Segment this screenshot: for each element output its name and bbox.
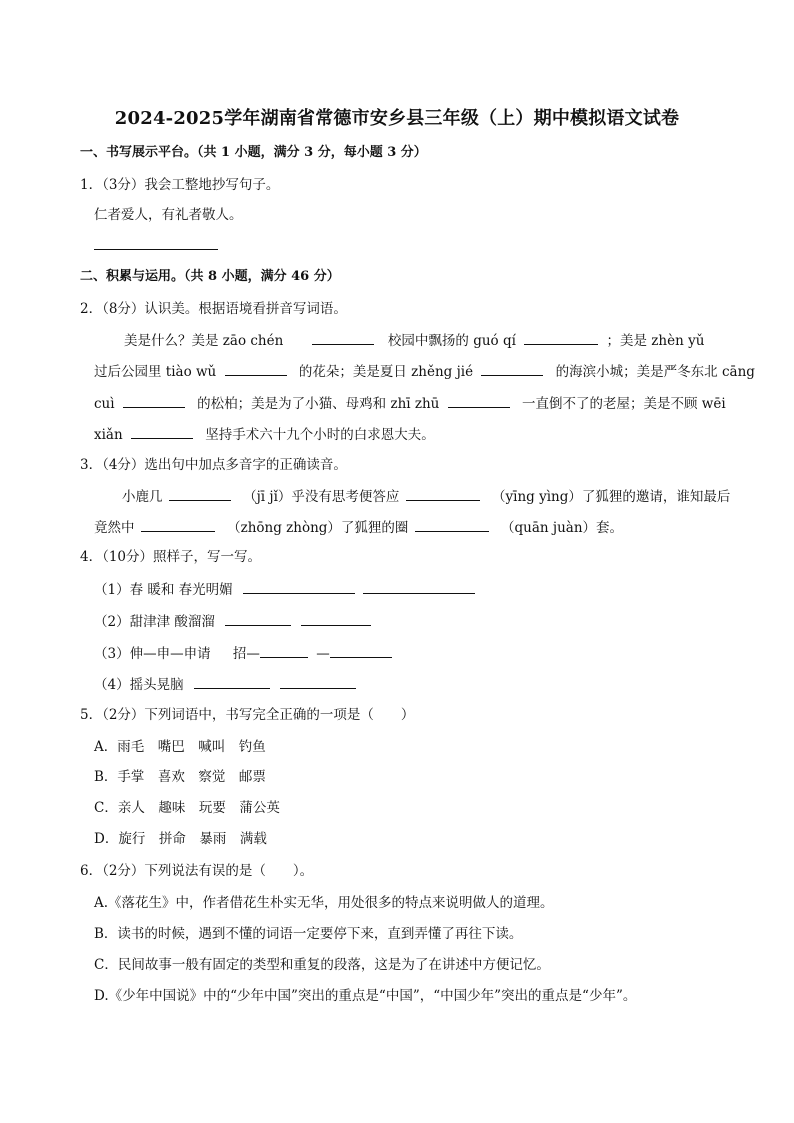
q3-text: （yīng yìng）了狐狸的邀请，谁知最后 xyxy=(492,489,731,505)
q6-option-a[interactable]: A.《落花生》中，作者借花生朴实无华，用处很多的特点来说明做人的道理。 xyxy=(94,895,554,911)
answer-blank[interactable] xyxy=(123,394,185,408)
q2-line-1 xyxy=(124,331,704,350)
q2-text: xiǎn xyxy=(94,427,123,443)
q3-text: 竟然中 xyxy=(94,520,135,536)
q2-text: cuì xyxy=(94,396,115,412)
q4-text: （4）摇头晃脑 xyxy=(94,677,184,693)
answer-blank[interactable] xyxy=(260,644,308,658)
q5-stem: 5．（2分）下列词语中，书写完全正确的一项是（ ） xyxy=(80,707,415,723)
q2-text: ；美是 zhèn yǔ xyxy=(606,333,705,349)
q2-text: 美是什么？美是 zāo chén xyxy=(124,333,284,349)
q2-text: 一直倒不了的老屋；美是不顾 wēi xyxy=(521,396,726,412)
q5-option-b[interactable]: B．手掌 喜欢 察觉 邮票 xyxy=(94,769,266,785)
q3-line-1 xyxy=(122,487,730,506)
q1-sentence: 仁者爱人，有礼者敬人。 xyxy=(94,207,243,223)
q4-stem: 4．（10分）照样子，写一写。 xyxy=(80,549,262,565)
q4-text: （2）甜津津 酸溜溜 xyxy=(94,614,215,630)
page-title: 2024-2025学年湖南省常德市安乡县三年级（上）期中模拟语文试卷 xyxy=(114,108,680,129)
answer-blank[interactable] xyxy=(448,394,510,408)
answer-blank[interactable] xyxy=(415,518,489,532)
q3-stem: 3．（4分）选出句中加点多音字的正确读音。 xyxy=(80,457,347,473)
q3-text: （zhōng zhòng）了狐狸的圈 xyxy=(227,520,409,536)
q4-item-2 xyxy=(94,612,371,631)
q4-text: 招— xyxy=(232,646,260,662)
answer-blank[interactable] xyxy=(194,675,270,689)
q2-line-4 xyxy=(94,425,435,444)
answer-blank[interactable] xyxy=(141,518,215,532)
q3-text: （quān juàn）套。 xyxy=(501,520,624,536)
q5-option-d[interactable]: D．旋行 拼命 暴雨 满载 xyxy=(94,831,267,847)
answer-blank[interactable] xyxy=(243,580,355,594)
answer-blank[interactable] xyxy=(330,644,392,658)
q6-option-d[interactable]: D.《少年中国说》中的“少年中国”突出的重点是“中国”，“中国少年”突出的重点是“少年”。 xyxy=(94,988,637,1004)
q3-line-2 xyxy=(94,518,623,537)
answer-blank[interactable] xyxy=(312,331,374,345)
section-heading-1: 一、书写展示平台。（共 1 小题，满分 3 分，每小题 3 分） xyxy=(80,145,427,160)
q2-text: 校园中飘扬的 guó qí xyxy=(387,333,516,349)
q2-text: 的松柏；美是为了小猫、母鸡和 zhī zhū xyxy=(197,396,440,412)
answer-blank[interactable] xyxy=(94,236,218,250)
q6-stem: 6．（2分）下列说法有误的是（ ）。 xyxy=(80,863,314,879)
answer-blank[interactable] xyxy=(225,612,291,626)
answer-blank[interactable] xyxy=(280,675,356,689)
answer-blank[interactable] xyxy=(363,580,475,594)
q4-item-4 xyxy=(94,675,356,694)
q3-text: 小鹿几 xyxy=(122,489,163,505)
q4-item-3 xyxy=(94,644,392,663)
q2-text: 过后公园里 tiào wǔ xyxy=(94,364,217,380)
answer-blank[interactable] xyxy=(406,487,480,501)
q4-text: （3）伸—申—申请 xyxy=(94,646,211,662)
q1-stem: 1．（3分）我会工整地抄写句子。 xyxy=(80,177,280,193)
q5-option-a[interactable]: A．雨毛 嘴巴 喊叫 钓鱼 xyxy=(94,739,266,755)
q4-text: — xyxy=(316,646,330,662)
answer-blank[interactable] xyxy=(169,487,231,501)
q2-text: 的海滨小城；美是严冬东北 cāng xyxy=(555,364,755,380)
q2-line-2 xyxy=(94,362,755,381)
answer-blank[interactable] xyxy=(481,362,543,376)
answer-blank[interactable] xyxy=(131,425,193,439)
answer-blank[interactable] xyxy=(225,362,287,376)
answer-blank[interactable] xyxy=(524,331,598,345)
section-heading-2: 二、积累与运用。（共 8 小题，满分 46 分） xyxy=(80,269,340,284)
q5-option-c[interactable]: C．亲人 趣味 玩要 蒲公英 xyxy=(94,800,280,816)
q4-text: （1）春 暖和 春光明媚 xyxy=(94,582,233,598)
q6-option-c[interactable]: C．民间故事一般有固定的类型和重复的段落，这是为了在讲述中方便记忆。 xyxy=(94,957,550,973)
q4-item-1 xyxy=(94,580,475,599)
q2-text: 的花朵；美是夏日 zhěng jié xyxy=(298,364,474,380)
q2-line-3 xyxy=(94,394,726,413)
q3-text: （jī jǐ）乎没有思考便答应 xyxy=(243,489,400,505)
answer-blank[interactable] xyxy=(301,612,371,626)
q2-stem: 2．（8分）认识美。根据语境看拼音写词语。 xyxy=(80,301,347,317)
q6-option-b[interactable]: B．读书的时候，遇到不懂的词语一定要停下来，直到弄懂了再往下读。 xyxy=(94,926,523,942)
q2-text: 坚持手术六十九个小时的白求恩大夫。 xyxy=(205,427,435,443)
q1-answer-line[interactable] xyxy=(94,236,218,255)
